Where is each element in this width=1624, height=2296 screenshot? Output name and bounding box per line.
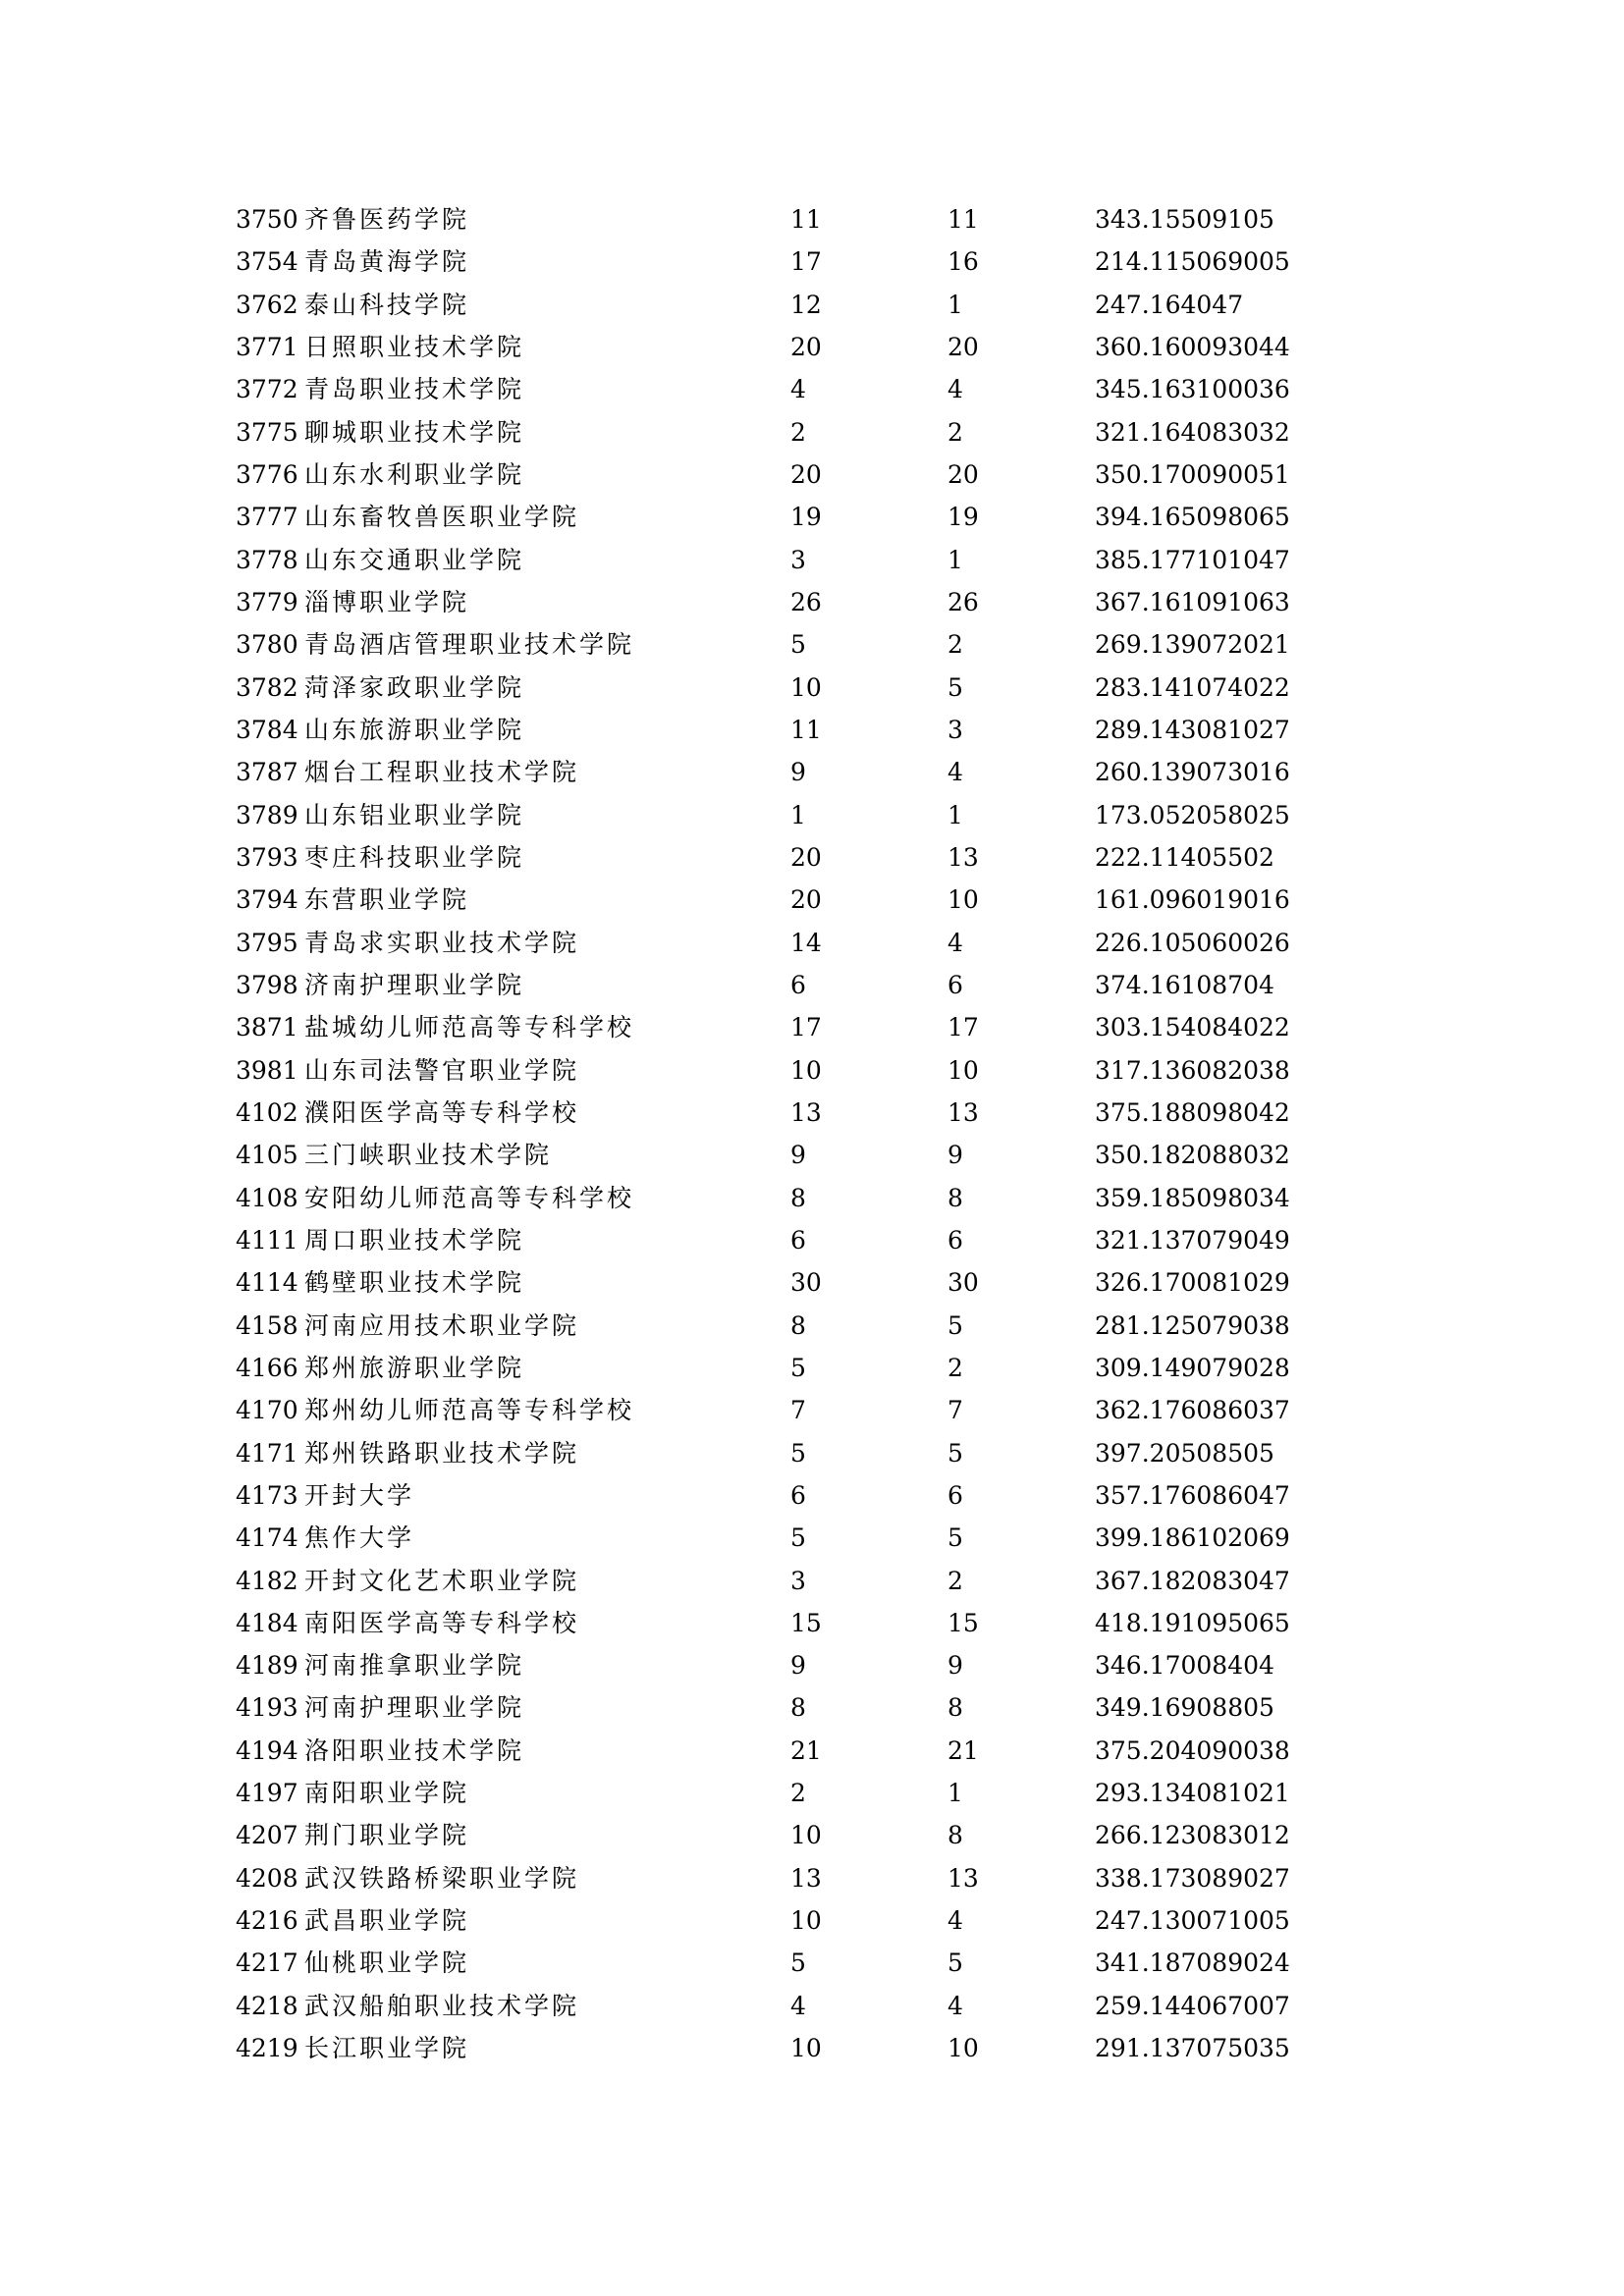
min-score: 247.130071005: [1095, 1906, 1290, 1936]
admitted-count: 11: [947, 205, 979, 234]
admitted-count: 2: [947, 1566, 963, 1595]
school-code: 3795: [236, 928, 298, 957]
table-row: [236, 1305, 1394, 1347]
admitted-count: 4: [947, 758, 963, 787]
school-code: 4108: [236, 1183, 298, 1212]
plan-count: 5: [790, 1353, 806, 1382]
min-score: 259.144067007: [1095, 1991, 1290, 2020]
school-code: 4114: [236, 1268, 298, 1298]
plan-count: 10: [790, 1055, 822, 1085]
min-score: 338.173089027: [1095, 1863, 1290, 1893]
min-score: 161.096019016: [1095, 885, 1290, 915]
min-score: 281.125079038: [1095, 1310, 1290, 1340]
school-name: 荆门职业学院: [304, 1821, 470, 1850]
plan-count: 10: [790, 672, 822, 702]
school-name: 山东旅游职业学院: [304, 715, 525, 744]
school-code: 4102: [236, 1097, 298, 1127]
table-row: [236, 1730, 1394, 1772]
school-code: 3771: [236, 332, 298, 361]
table-row: [236, 581, 1394, 623]
plan-count: 8: [790, 1310, 806, 1340]
min-score: 399.186102069: [1095, 1523, 1290, 1553]
min-score: 222.11405502: [1095, 842, 1274, 872]
school-name: 日照职业技术学院: [304, 332, 525, 361]
school-code: 4194: [236, 1735, 298, 1765]
school-code: 3775: [236, 417, 298, 447]
table-row: [236, 1432, 1394, 1474]
school-name: 郑州铁路职业技术学院: [304, 1438, 580, 1468]
table-row: [236, 1006, 1394, 1048]
table-row: [236, 1177, 1394, 1219]
admitted-count: 6: [947, 1225, 963, 1255]
school-code: 3777: [236, 503, 298, 532]
school-name: 河南推拿职业学院: [304, 1651, 525, 1681]
min-score: 346.17008404: [1095, 1651, 1274, 1681]
table-row: [236, 667, 1394, 709]
admitted-count: 8: [947, 1183, 963, 1212]
min-score: 303.154084022: [1095, 1013, 1290, 1042]
plan-count: 20: [790, 842, 822, 872]
min-score: 269.139072021: [1095, 630, 1290, 660]
plan-count: 8: [790, 1693, 806, 1723]
admitted-count: 2: [947, 630, 963, 660]
min-score: 214.115069005: [1095, 247, 1290, 277]
plan-count: 11: [790, 205, 822, 234]
school-code: 3762: [236, 290, 298, 319]
school-name: 武汉船舶职业技术学院: [304, 1991, 580, 2020]
admitted-count: 30: [947, 1268, 979, 1298]
admitted-count: 20: [947, 332, 979, 361]
school-code: 4166: [236, 1353, 298, 1382]
min-score: 309.149079028: [1095, 1353, 1290, 1382]
table-row: [236, 1219, 1394, 1261]
school-name: 武昌职业学院: [304, 1906, 470, 1936]
min-score: 173.052058025: [1095, 800, 1290, 829]
min-score: 385.177101047: [1095, 545, 1290, 574]
min-score: 341.187089024: [1095, 1949, 1290, 1978]
plan-count: 9: [790, 1651, 806, 1681]
school-code: 4171: [236, 1438, 298, 1468]
school-name: 安阳幼儿师范高等专科学校: [304, 1183, 635, 1212]
admitted-count: 13: [947, 842, 979, 872]
school-name: 武汉铁路桥梁职业学院: [304, 1863, 580, 1893]
school-code: 3793: [236, 842, 298, 872]
min-score: 266.123083012: [1095, 1821, 1290, 1850]
school-code: 3772: [236, 375, 298, 404]
min-score: 367.182083047: [1095, 1566, 1290, 1595]
plan-count: 20: [790, 885, 822, 915]
min-score: 289.143081027: [1095, 715, 1290, 744]
min-score: 375.204090038: [1095, 1735, 1290, 1765]
admitted-count: 16: [947, 247, 979, 277]
table-row: [236, 1985, 1394, 2027]
admitted-count: 5: [947, 1438, 963, 1468]
plan-count: 10: [790, 1906, 822, 1936]
table-row: [236, 709, 1394, 751]
plan-count: 13: [790, 1097, 822, 1127]
school-code: 3780: [236, 630, 298, 660]
table-row: [236, 1474, 1394, 1517]
admitted-count: 10: [947, 885, 979, 915]
admitted-count: 2: [947, 417, 963, 447]
min-score: 349.16908805: [1095, 1693, 1274, 1723]
school-name: 淄博职业学院: [304, 587, 470, 616]
plan-count: 20: [790, 459, 822, 489]
plan-count: 11: [790, 715, 822, 744]
min-score: 283.141074022: [1095, 672, 1290, 702]
admitted-count: 5: [947, 1310, 963, 1340]
school-code: 4218: [236, 1991, 298, 2020]
table-row: [236, 1049, 1394, 1092]
table-row: [236, 1686, 1394, 1729]
school-name: 东营职业学院: [304, 885, 470, 915]
school-name: 三门峡职业技术学院: [304, 1141, 553, 1170]
school-name: 泰山科技学院: [304, 290, 470, 319]
admitted-count: 8: [947, 1821, 963, 1850]
table-row: [236, 1347, 1394, 1389]
school-name: 河南护理职业学院: [304, 1693, 525, 1723]
school-name: 青岛职业技术学院: [304, 375, 525, 404]
school-code: 4207: [236, 1821, 298, 1850]
school-code: 3754: [236, 247, 298, 277]
school-name: 青岛酒店管理职业技术学院: [304, 630, 635, 660]
table-row: [236, 539, 1394, 581]
school-name: 青岛黄海学院: [304, 247, 470, 277]
admitted-count: 1: [947, 545, 963, 574]
min-score: 359.185098034: [1095, 1183, 1290, 1212]
table-row: [236, 326, 1394, 368]
table-row: [236, 198, 1394, 240]
plan-count: 5: [790, 1438, 806, 1468]
min-score: 367.161091063: [1095, 587, 1290, 616]
plan-count: 5: [790, 630, 806, 660]
min-score: 247.164047: [1095, 290, 1244, 319]
plan-count: 13: [790, 1863, 822, 1893]
school-code: 3798: [236, 970, 298, 999]
school-name: 周口职业技术学院: [304, 1225, 525, 1255]
min-score: 418.191095065: [1095, 1608, 1290, 1637]
school-name: 山东铝业职业学院: [304, 800, 525, 829]
admitted-count: 9: [947, 1141, 963, 1170]
school-name: 长江职业学院: [304, 2034, 470, 2063]
admitted-count: 5: [947, 1523, 963, 1553]
school-code: 4182: [236, 1566, 298, 1595]
admitted-count: 4: [947, 928, 963, 957]
min-score: 397.20508505: [1095, 1438, 1274, 1468]
school-name: 盐城幼儿师范高等专科学校: [304, 1013, 635, 1042]
plan-count: 14: [790, 928, 822, 957]
school-name: 山东畜牧兽医职业学院: [304, 503, 580, 532]
admitted-count: 13: [947, 1097, 979, 1127]
plan-count: 6: [790, 1225, 806, 1255]
plan-count: 17: [790, 1013, 822, 1042]
table-row: [236, 1092, 1394, 1134]
plan-count: 6: [790, 970, 806, 999]
school-code: 3787: [236, 758, 298, 787]
school-code: 4219: [236, 2034, 298, 2063]
admitted-count: 4: [947, 1906, 963, 1936]
admitted-count: 10: [947, 2034, 979, 2063]
table-row: [236, 1644, 1394, 1686]
admitted-count: 4: [947, 1991, 963, 2020]
school-name: 烟台工程职业技术学院: [304, 758, 580, 787]
school-code: 4208: [236, 1863, 298, 1893]
table-row: [236, 1942, 1394, 1984]
admitted-count: 15: [947, 1608, 979, 1637]
school-code: 4174: [236, 1523, 298, 1553]
school-code: 4217: [236, 1949, 298, 1978]
school-code: 3778: [236, 545, 298, 574]
admitted-count: 19: [947, 503, 979, 532]
plan-count: 4: [790, 375, 806, 404]
school-name: 齐鲁医药学院: [304, 205, 470, 234]
school-code: 4173: [236, 1480, 298, 1510]
school-name: 开封文化艺术职业学院: [304, 1566, 580, 1595]
min-score: 360.160093044: [1095, 332, 1290, 361]
table-row: [236, 922, 1394, 964]
plan-count: 20: [790, 332, 822, 361]
table-row: [236, 623, 1394, 666]
table-row: [236, 1857, 1394, 1899]
table-row: [236, 240, 1394, 283]
school-name: 菏泽家政职业学院: [304, 672, 525, 702]
admitted-count: 3: [947, 715, 963, 744]
table-row: [236, 1389, 1394, 1431]
plan-count: 3: [790, 545, 806, 574]
school-code: 4170: [236, 1396, 298, 1425]
admitted-count: 20: [947, 459, 979, 489]
plan-count: 2: [790, 1779, 806, 1808]
table-row: [236, 368, 1394, 410]
admitted-count: 17: [947, 1013, 979, 1042]
school-name: 开封大学: [304, 1480, 415, 1510]
min-score: 362.176086037: [1095, 1396, 1290, 1425]
plan-count: 30: [790, 1268, 822, 1298]
school-code: 3779: [236, 587, 298, 616]
min-score: 394.165098065: [1095, 503, 1290, 532]
table-row: [236, 1772, 1394, 1814]
plan-count: 5: [790, 1949, 806, 1978]
school-code: 3782: [236, 672, 298, 702]
table-row: [236, 879, 1394, 921]
school-name: 山东交通职业学院: [304, 545, 525, 574]
school-name: 山东水利职业学院: [304, 459, 525, 489]
plan-count: 21: [790, 1735, 822, 1765]
min-score: 343.15509105: [1095, 205, 1274, 234]
school-code: 4216: [236, 1906, 298, 1936]
admitted-count: 13: [947, 1863, 979, 1893]
school-name: 郑州幼儿师范高等专科学校: [304, 1396, 635, 1425]
table-row: [236, 794, 1394, 836]
admitted-count: 4: [947, 375, 963, 404]
min-score: 350.182088032: [1095, 1141, 1290, 1170]
table-row: [236, 1517, 1394, 1559]
plan-count: 1: [790, 800, 806, 829]
school-code: 4197: [236, 1779, 298, 1808]
min-score: 374.16108704: [1095, 970, 1274, 999]
plan-count: 6: [790, 1480, 806, 1510]
admitted-count: 5: [947, 1949, 963, 1978]
plan-count: 9: [790, 758, 806, 787]
admitted-count: 21: [947, 1735, 979, 1765]
plan-count: 15: [790, 1608, 822, 1637]
table-row: [236, 1261, 1394, 1304]
school-code: 4189: [236, 1651, 298, 1681]
table-row: [236, 411, 1394, 454]
admitted-count: 6: [947, 970, 963, 999]
admitted-count: 6: [947, 1480, 963, 1510]
school-code: 4193: [236, 1693, 298, 1723]
school-name: 仙桃职业学院: [304, 1949, 470, 1978]
min-score: 260.139073016: [1095, 758, 1290, 787]
table-row: [236, 751, 1394, 793]
school-name: 山东司法警官职业学院: [304, 1055, 580, 1085]
school-code: 4158: [236, 1310, 298, 1340]
table-row: [236, 1814, 1394, 1856]
min-score: 226.105060026: [1095, 928, 1290, 957]
school-code: 3794: [236, 885, 298, 915]
plan-count: 19: [790, 503, 822, 532]
admitted-count: 1: [947, 1779, 963, 1808]
min-score: 321.137079049: [1095, 1225, 1290, 1255]
school-code: 3789: [236, 800, 298, 829]
min-score: 291.137075035: [1095, 2034, 1290, 2063]
admitted-count: 8: [947, 1693, 963, 1723]
plan-count: 12: [790, 290, 822, 319]
admitted-count: 1: [947, 800, 963, 829]
admitted-count: 9: [947, 1651, 963, 1681]
min-score: 293.134081021: [1095, 1779, 1290, 1808]
min-score: 321.164083032: [1095, 417, 1290, 447]
school-name: 南阳医学高等专科学校: [304, 1608, 580, 1637]
table-row: [236, 284, 1394, 326]
min-score: 317.136082038: [1095, 1055, 1290, 1085]
table-row: [236, 1134, 1394, 1176]
table-row: [236, 1602, 1394, 1644]
school-name: 洛阳职业技术学院: [304, 1735, 525, 1765]
admitted-count: 5: [947, 672, 963, 702]
school-name: 河南应用技术职业学院: [304, 1310, 580, 1340]
school-name: 青岛求实职业技术学院: [304, 928, 580, 957]
school-name: 南阳职业学院: [304, 1779, 470, 1808]
min-score: 326.170081029: [1095, 1268, 1290, 1298]
min-score: 357.176086047: [1095, 1480, 1290, 1510]
plan-count: 8: [790, 1183, 806, 1212]
plan-count: 3: [790, 1566, 806, 1595]
min-score: 345.163100036: [1095, 375, 1290, 404]
plan-count: 26: [790, 587, 822, 616]
school-code: 4111: [236, 1225, 298, 1255]
school-name: 枣庄科技职业学院: [304, 842, 525, 872]
plan-count: 10: [790, 1821, 822, 1850]
plan-count: 5: [790, 1523, 806, 1553]
table-row: [236, 1560, 1394, 1602]
admitted-count: 2: [947, 1353, 963, 1382]
table-row: [236, 454, 1394, 496]
table-row: [236, 836, 1394, 879]
admitted-count: 26: [947, 587, 979, 616]
school-code: 4184: [236, 1608, 298, 1637]
school-code: 3750: [236, 205, 298, 234]
admission-table: [236, 198, 1394, 2069]
plan-count: 10: [790, 2034, 822, 2063]
min-score: 350.170090051: [1095, 459, 1290, 489]
plan-count: 2: [790, 417, 806, 447]
plan-count: 9: [790, 1141, 806, 1170]
school-name: 焦作大学: [304, 1523, 415, 1553]
school-name: 郑州旅游职业学院: [304, 1353, 525, 1382]
table-row: [236, 496, 1394, 538]
min-score: 375.188098042: [1095, 1097, 1290, 1127]
plan-count: 17: [790, 247, 822, 277]
school-name: 聊城职业技术学院: [304, 417, 525, 447]
school-name: 濮阳医学高等专科学校: [304, 1097, 580, 1127]
plan-count: 7: [790, 1396, 806, 1425]
admitted-count: 1: [947, 290, 963, 319]
school-code: 3981: [236, 1055, 298, 1085]
school-code: 3784: [236, 715, 298, 744]
plan-count: 4: [790, 1991, 806, 2020]
school-name: 鹤壁职业技术学院: [304, 1268, 525, 1298]
table-row: [236, 964, 1394, 1006]
school-code: 3871: [236, 1013, 298, 1042]
table-row: [236, 2027, 1394, 2069]
admitted-count: 10: [947, 1055, 979, 1085]
school-code: 3776: [236, 459, 298, 489]
admitted-count: 7: [947, 1396, 963, 1425]
school-name: 济南护理职业学院: [304, 970, 525, 999]
school-code: 4105: [236, 1141, 298, 1170]
table-row: [236, 1899, 1394, 1942]
